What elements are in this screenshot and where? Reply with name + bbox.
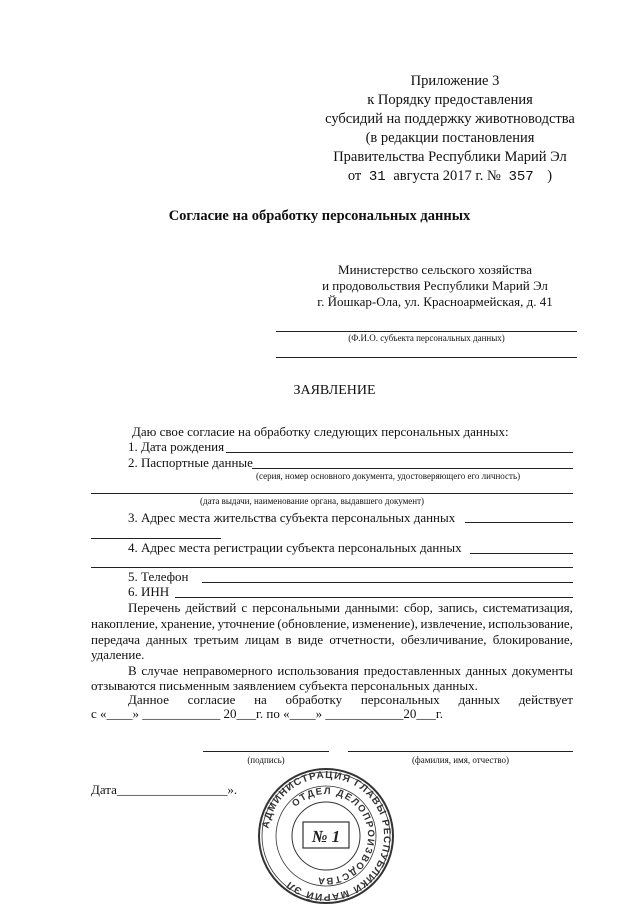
passport-line	[252, 468, 573, 469]
actions-line-1	[128, 600, 573, 616]
birth-date-label: 1. Дата рождения	[128, 439, 225, 454]
misuse-line-2: отзываются письменным заявлением субъекта персональных данных.	[91, 678, 478, 693]
fio-line	[276, 331, 577, 332]
date-line: Дата_________________».	[91, 782, 238, 797]
word: третьим	[193, 632, 239, 647]
word: согласие	[187, 692, 236, 707]
word: систематизация,	[482, 600, 573, 615]
stamp-seal	[256, 766, 396, 905]
word: изменение),	[351, 616, 418, 631]
inn-label: 6. ИНН	[128, 584, 170, 599]
word: данных	[465, 663, 508, 678]
signature-line	[203, 751, 329, 752]
address-reg-line	[470, 553, 573, 554]
word: использования	[277, 663, 360, 678]
phone-line	[202, 582, 573, 583]
issue-hint: (дата выдачи, наименование органа, выдавшего документ)	[200, 496, 425, 506]
validity-line-2: с «____» ____________ 20___г. по «____» ____________20___г.	[91, 706, 443, 721]
word: обезличивание,	[400, 632, 487, 647]
word: сбор,	[404, 600, 433, 615]
birth-date-line	[226, 452, 573, 453]
name-hint: (фамилия, имя, отчество)	[411, 755, 510, 765]
address-living-line	[465, 522, 573, 523]
word: виде	[297, 632, 324, 647]
appendix-line-5: Правительства Республики Марий Эл	[333, 149, 567, 165]
date-text: августа 2017 г. №	[393, 168, 501, 184]
appendix-block	[300, 72, 600, 187]
address-living-line-2	[91, 538, 221, 539]
word: лицам	[244, 632, 280, 647]
actions-line-3	[91, 632, 573, 648]
signature-hint: (подпись)	[247, 755, 285, 765]
address-reg-line-2	[91, 567, 573, 568]
word: случае	[141, 663, 179, 678]
word: уточнение	[217, 616, 275, 631]
fio-hint: (Ф.И.О. субъекта персональных данных)	[348, 333, 505, 343]
stamp-number: № 1	[311, 827, 341, 846]
appendix-line-2: к Порядку предоставления	[367, 92, 533, 108]
word: персональных	[360, 692, 440, 707]
word: В	[128, 663, 137, 678]
word: блокирование,	[492, 632, 573, 647]
word: передача	[91, 632, 140, 647]
doc-number: 357	[508, 169, 534, 185]
word: неправомерного	[182, 663, 273, 678]
inn-line	[175, 597, 573, 598]
passport-line-2	[91, 493, 573, 494]
word: накопление,	[91, 616, 159, 631]
word: на	[254, 692, 267, 707]
stamp-outer-text: АДМИНИСТРАЦИЯ ГЛАВЫ РЕСПУБЛИКИ МАРИЙ ЭЛ	[260, 769, 393, 903]
word: Перечень	[128, 600, 181, 615]
appendix-line-1: Приложение 3	[410, 73, 500, 89]
word: использование,	[488, 616, 573, 631]
word: документы	[511, 663, 573, 678]
appendix-line-4: (в редакции постановления	[365, 130, 535, 146]
word: с	[241, 600, 248, 615]
statement-title: ЗАЯВЛЕНИЕ	[293, 383, 376, 398]
passport-label: 2. Паспортные данные	[128, 455, 253, 470]
phone-label: 5. Телефон	[128, 569, 189, 584]
word: действий	[185, 600, 237, 615]
name-line	[348, 751, 573, 752]
word: хранение,	[160, 616, 216, 631]
word: действует	[518, 692, 573, 707]
word: обработку	[285, 692, 343, 707]
appendix-line-3: субсидий на поддержку животноводства	[325, 111, 575, 127]
address-living-label: 3. Адрес места жительства субъекта персональных данных	[128, 510, 456, 525]
word: предоставленных	[363, 663, 461, 678]
word: запись,	[437, 600, 478, 615]
document-title: Согласие на обработку персональных данных	[168, 208, 471, 224]
word: Данное	[128, 692, 169, 707]
word: (обновление,	[277, 616, 350, 631]
word: извлечение,	[420, 616, 486, 631]
date-prefix: от	[347, 168, 362, 184]
word: данными:	[345, 600, 399, 615]
recipient-line-1: Министерство сельского хозяйства	[338, 262, 532, 277]
date-close: )	[547, 168, 553, 184]
appendix-date-line	[300, 167, 600, 187]
date-day: 31	[368, 169, 386, 185]
word: данных	[458, 692, 500, 707]
word: отчетности,	[329, 632, 395, 647]
actions-line-4: удаление.	[91, 647, 145, 662]
word: персональными	[252, 600, 340, 615]
address-reg-label: 4. Адрес места регистрации субъекта персональных данных	[128, 540, 462, 555]
passport-hint: (серия, номер основного документа, удостоверяющего его личность)	[256, 471, 521, 481]
stamp-inner-text: ОТДЕЛ ДЕЛОПРОИЗВОДСТВА	[290, 785, 377, 887]
recipient-line-3: г. Йошкар-Ола, ул. Красноармейская, д. 41	[317, 294, 553, 309]
word: в	[285, 632, 292, 647]
fio-line-2	[276, 357, 577, 358]
consent-intro: Даю свое согласие на обработку следующих персональных данных:	[132, 424, 509, 439]
word: данных	[146, 632, 188, 647]
recipient-block	[300, 262, 570, 310]
misuse-line-1	[128, 663, 573, 679]
actions-line-2	[91, 616, 573, 632]
recipient-line-2: и продовольствия Республики Марий Эл	[322, 278, 548, 293]
